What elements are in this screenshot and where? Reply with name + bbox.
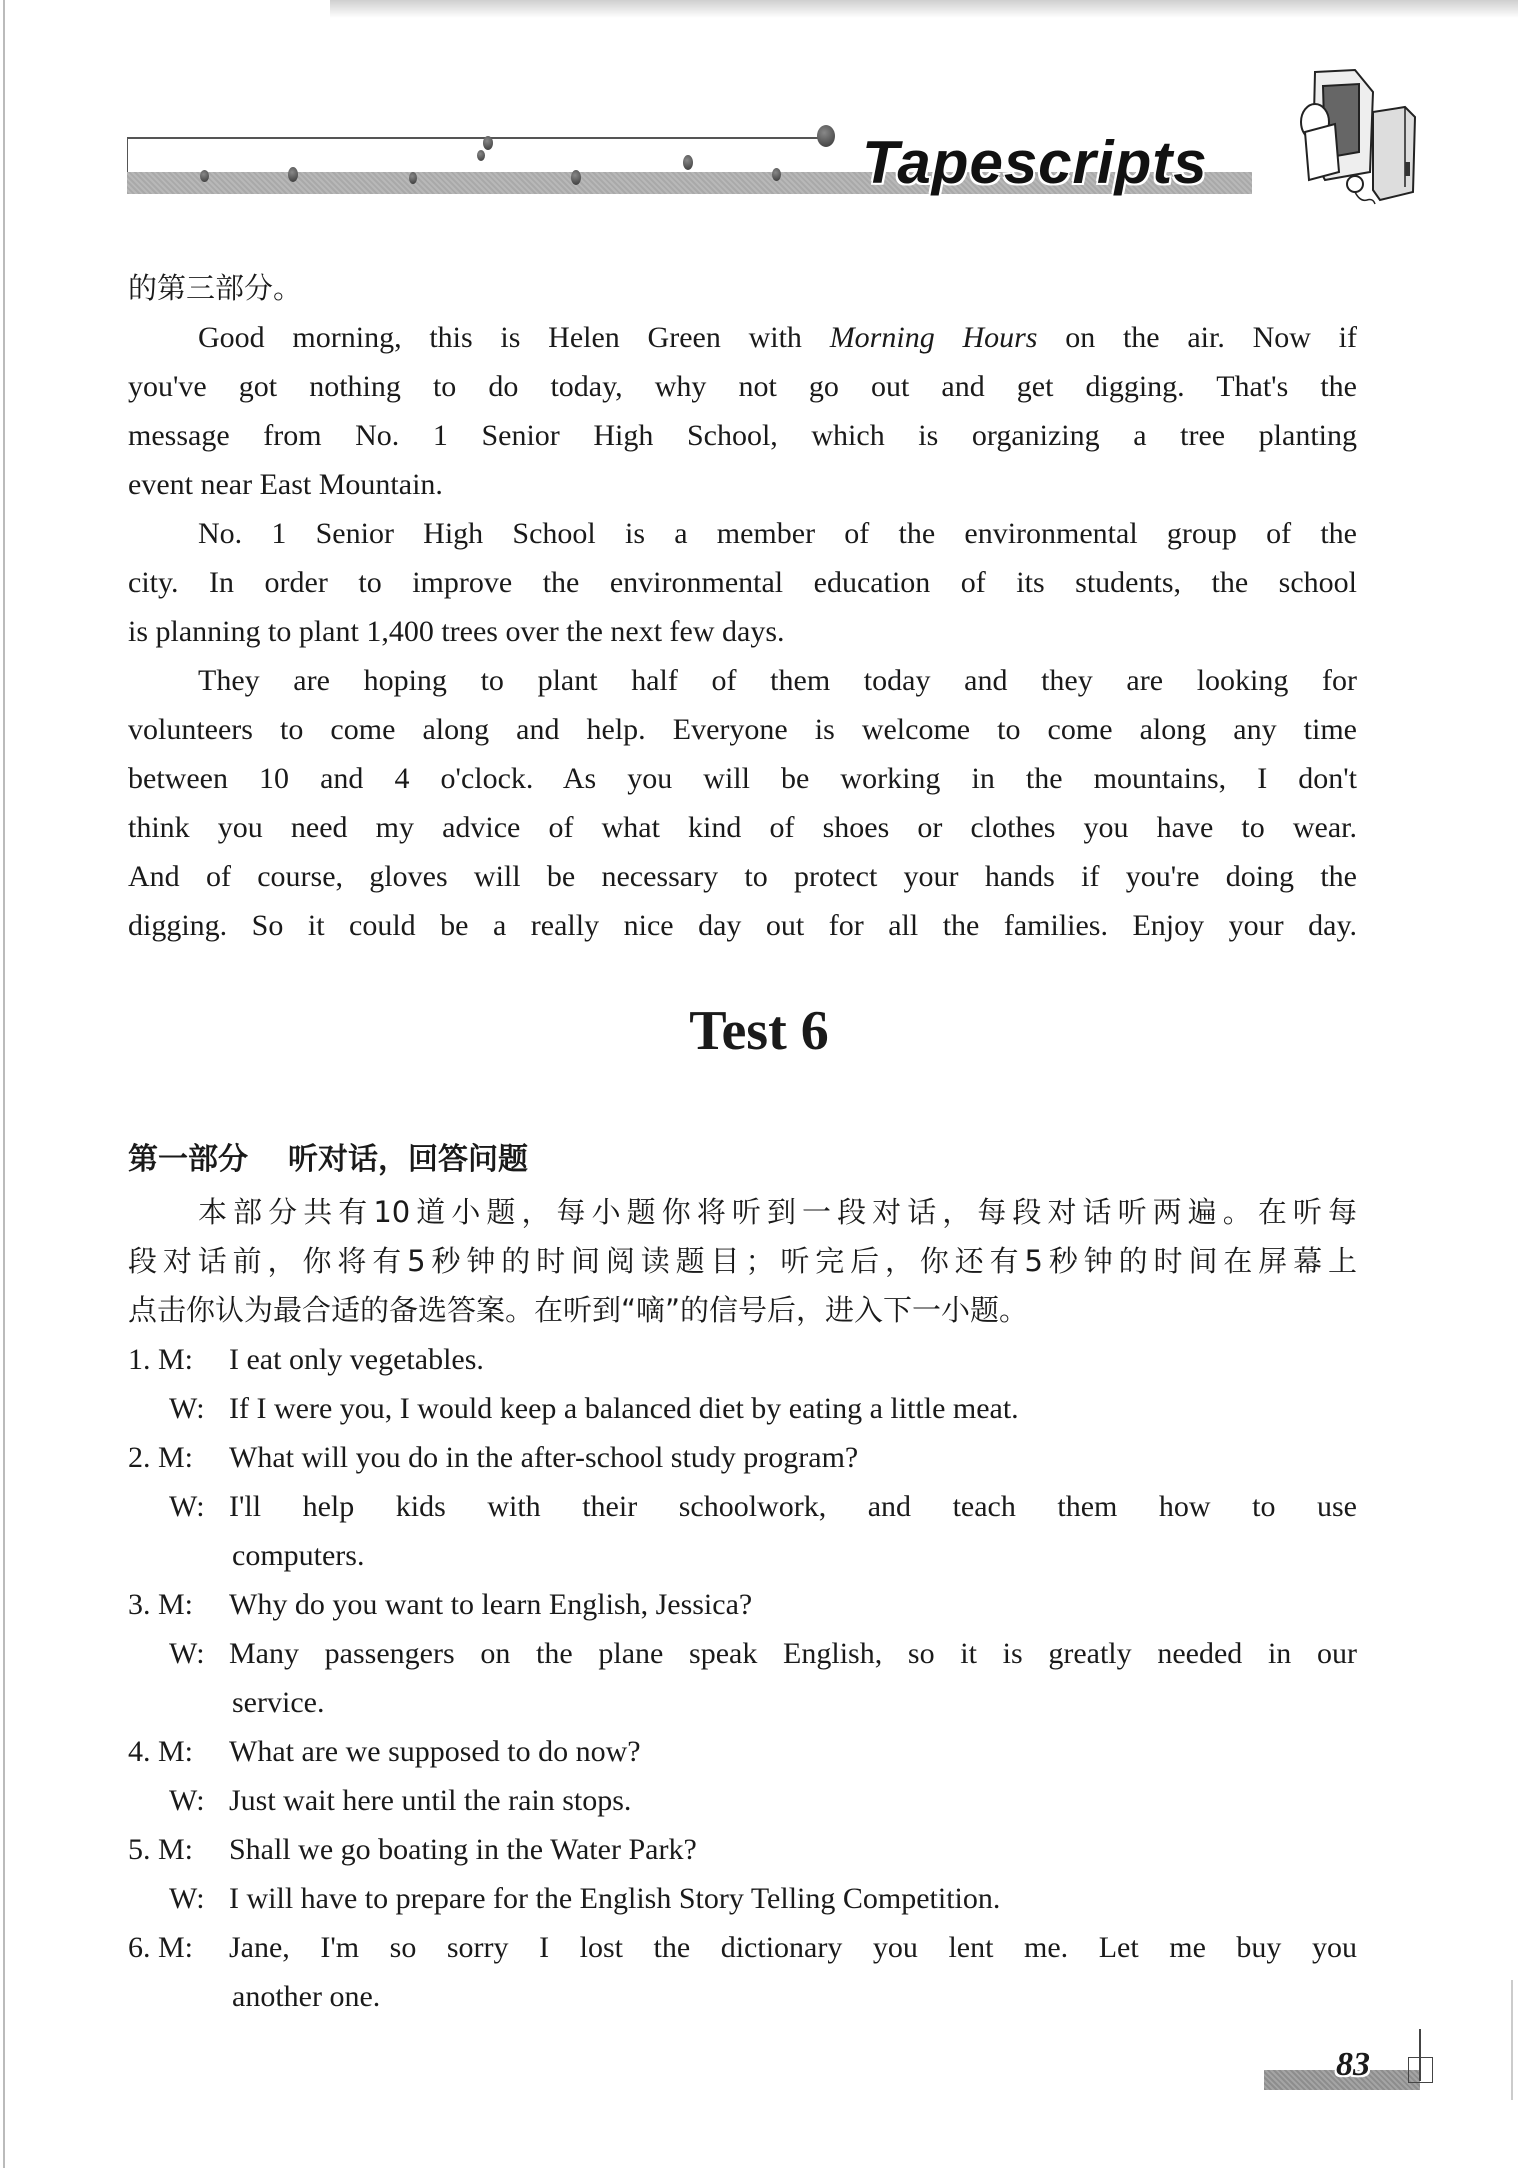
speaker: M: [158,1343,194,1376]
header-dot [477,150,485,161]
speaker-label [169,1874,205,1923]
line-text: volunteers to come along and help. Everyone is welcome to come along any time [128,713,1357,746]
header-title: Tapescripts [862,129,1208,196]
header-rule [127,137,830,139]
passage-line [128,509,1357,558]
line-text: digging. So it could be a really nice day out for all the families. Enjoy your day. [128,909,1357,942]
speaker: M: [158,1735,194,1768]
passage-line [128,313,1357,362]
line-text: is planning to plant 1,400 trees over the next few days. [128,615,785,648]
line-text: Good morning, this is Helen Green with [198,321,830,354]
scan-shadow [330,0,1518,18]
dialogue-text: another one. [232,1980,381,2013]
speaker-label [169,1384,205,1433]
dialogue-line [128,1482,1357,1531]
header-dot [200,170,209,182]
line-text: They are hoping to plant half of them today and they are looking for [198,664,1357,697]
speaker: M: [158,1931,194,1964]
passage-line [128,411,1357,460]
header-dot [409,172,417,184]
dialogue-text: If I were you, I would keep a balanced diet by eating a little meat. [229,1392,1019,1425]
question-number: 1. [128,1343,151,1376]
dialogue-line [128,1678,1357,1727]
speaker-label [169,1482,205,1531]
dialogue-line [128,1580,1357,1629]
line-text: And of course, gloves will be necessary to protect your hands if you're doing the [128,860,1357,893]
passage-line [128,264,1357,313]
header-dot [683,155,693,170]
question-number: 2. [128,1441,151,1474]
dialogue-line [128,1531,1357,1580]
program-name: Morning Hours [829,321,1038,354]
speaker-label [128,1825,193,1874]
passage-line [128,852,1357,901]
dialogue-line [128,1335,1357,1384]
passage-line [128,901,1357,950]
dialogue-text: service. [232,1686,325,1719]
footer-square-mark [1408,2057,1433,2083]
tapescript-passage [128,264,1357,950]
speaker-label [128,1335,193,1384]
speaker: W: [169,1637,205,1670]
dialogue-text: Just wait here until the rain stops. [229,1784,632,1817]
dialogue-text: Many passengers on the plane speak English, so it is greatly needed in our [229,1637,1357,1670]
header-dot [288,167,298,182]
dialogue-text: What are we supposed to do now? [229,1735,641,1768]
passage-line [128,705,1357,754]
line-text: on the air. Now if [1037,321,1357,354]
speaker-label [128,1580,193,1629]
instruction-line: 点击你认为最合适的备选答案。在听到“嘀”的信号后，进入下一小题。 [128,1293,1029,1327]
dialogue-text: I will have to prepare for the English Story Telling Competition. [229,1882,1001,1915]
speaker: M: [158,1588,194,1621]
dialogue-text: computers. [232,1539,365,1572]
instruction-line: 本部分共有10道小题，每小题你将听到一段对话，每段对话听两遍。在听每 [198,1195,1357,1229]
speaker: W: [169,1490,205,1523]
computer-mascot-icon [1255,62,1430,207]
instruction-line: 段对话前，你将有5秒钟的时间阅读题目；听完后，你还有5秒钟的时间在屏幕上 [128,1244,1357,1278]
header-dot [483,136,493,150]
passage-line [128,803,1357,852]
section-heading [128,1134,568,1178]
passage-line [128,607,1357,656]
dialogue-line [128,1874,1357,1923]
header-dot [817,125,835,147]
dialogue-line [128,1923,1357,1972]
speaker-label [128,1923,193,1972]
question-number: 6. [128,1931,151,1964]
question-number: 5. [128,1833,151,1866]
speaker-label [169,1629,205,1678]
section-part: 第一部分 [128,1142,248,1177]
speaker: M: [158,1833,194,1866]
line-text: you've got nothing to do today, why not go out and get digging. That's the [128,370,1357,403]
speaker-label [128,1433,193,1482]
dialogue-text: Shall we go boating in the Water Park? [229,1833,697,1866]
dialogue-text: Jane, I'm so sorry I lost the dictionary you lent me. Let me buy you [229,1931,1357,1964]
passage-line [128,754,1357,803]
speaker-label [169,1776,205,1825]
header-dot [571,170,581,185]
dialogue-line [128,1825,1357,1874]
line-text: think you need my advice of what kind of shoes or clothes you have to wear. [128,811,1357,844]
dialogue-line [128,1776,1357,1825]
dialogue-line [128,1433,1357,1482]
line-text: No. 1 Senior High School is a member of the environmental group of the [198,517,1357,550]
page-number: 83 [1336,2046,1370,2083]
speaker: W: [169,1882,205,1915]
header-dot [772,168,781,181]
page-edge-right [1511,1980,1513,2100]
passage-line [128,558,1357,607]
test-content [128,1188,1357,2021]
passage-line [128,362,1357,411]
speaker: W: [169,1784,205,1817]
dialogue-line [128,1972,1357,2021]
speaker: M: [158,1441,194,1474]
dialogue-text: I'll help kids with their schoolwork, and teach them how to use [229,1490,1357,1523]
page-edge [3,0,5,2168]
dialogue-text: Why do you want to learn English, Jessica? [229,1588,753,1621]
section-title: 听对话，回答问题 [288,1142,528,1177]
dialogue-text: What will you do in the after-school study program? [229,1441,859,1474]
speaker: W: [169,1392,205,1425]
dialogue-text: I eat only vegetables. [229,1343,484,1376]
dialogue-line [128,1629,1357,1678]
passage-line [128,460,1357,509]
test-title: Test 6 [689,1000,829,1062]
line-text: city. In order to improve the environmental education of its students, the school [128,566,1357,599]
dialogue-line [128,1727,1357,1776]
question-number: 3. [128,1588,151,1621]
line-text: event near East Mountain. [128,468,443,501]
speaker-label [128,1727,193,1776]
dialogue-line [128,1384,1357,1433]
line-text: message from No. 1 Senior High School, which is organizing a tree planting [128,419,1357,452]
footer-crop-line [1419,2029,1421,2081]
passage-line [128,656,1357,705]
line-text: between 10 and 4 o'clock. As you will be working in the mountains, I don't [128,762,1357,795]
line-text: 的第三部分。 [128,271,303,305]
header-rule-vertical [127,137,128,173]
question-number: 4. [128,1735,151,1768]
